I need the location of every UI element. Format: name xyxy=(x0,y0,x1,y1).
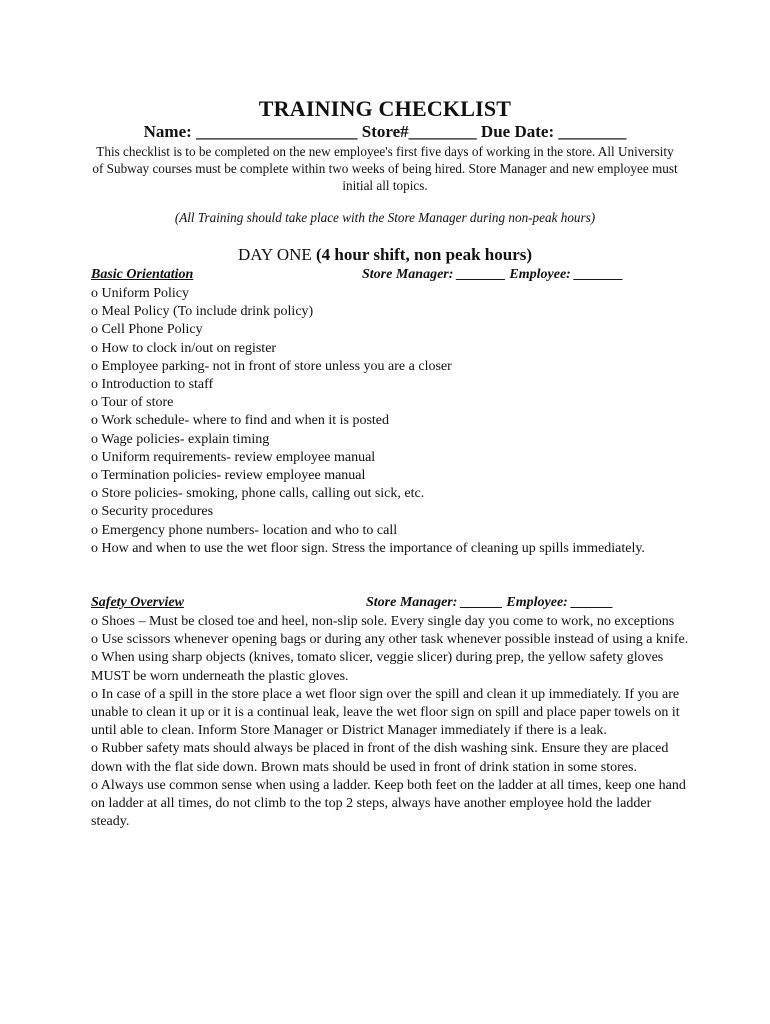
checklist-item: o Always use common sense when using a ladder. Keep both feet on the ladder at all times, keep one hand on ladder at all times, do not climb to the top 2 steps, always have another employee hold the ladder steady. xyxy=(91,777,686,830)
checklist-item: o Employee parking- not in front of store unless you are a closer xyxy=(91,358,452,374)
checklist-item: o Cell Phone Policy xyxy=(91,322,203,338)
basic-orientation-signoff: Store Manager: _______ Employee: _______ xyxy=(362,267,624,282)
checklist-item: o Emergency phone numbers- location and who to call xyxy=(91,522,398,538)
safety-overview-header xyxy=(91,595,691,613)
checklist-item: o Use scissors whenever opening bags or during any other task whenever possible instead of using a knife. xyxy=(91,632,689,648)
training-note: (All Training should take place with the Store Manager during non-peak hours) xyxy=(174,210,596,225)
safety-overview-list xyxy=(91,613,691,831)
checklist-item: o Wage policies- explain timing xyxy=(91,431,270,447)
checklist-item: o How to clock in/out on register xyxy=(91,340,277,356)
name-store-due-date-line: Name: ___________________ Store#________ Due Date: ________ xyxy=(143,122,627,141)
checklist-item: o Shoes – Must be closed toe and heel, non-slip sole. Every single day you come to work, no exceptions xyxy=(91,614,675,629)
basic-orientation-list xyxy=(91,285,691,558)
page-title: TRAINING CHECKLIST xyxy=(258,96,512,121)
basic-orientation-title: Basic Orientation xyxy=(91,267,194,282)
checklist-item: o Introduction to staff xyxy=(91,377,214,393)
checklist-item: o Rubber safety mats should always be placed in front of the dish washing sink. Ensure they are placed down with the flat side down. Brown mats should be used in front of drink station in some stores. xyxy=(91,741,669,775)
intro-paragraph: This checklist is to be completed on the new employee's first five days of working in the store. All University of Subway courses must be complete within two weeks of being hired. Store Manager and new employee must initial all topics. xyxy=(92,144,678,193)
day-one-label: DAY ONE xyxy=(237,245,312,264)
basic-orientation-header xyxy=(91,267,691,285)
checklist-item: o Uniform requirements- review employee manual xyxy=(91,449,376,465)
day-one-heading xyxy=(0,245,770,265)
checklist-item: o Uniform Policy xyxy=(91,286,189,301)
checklist-item: o When using sharp objects (knives, tomato slicer, veggie slicer) during prep, the yellow safety gloves MUST be worn underneath the plastic gloves. xyxy=(91,650,664,684)
checklist-item: o Tour of store xyxy=(91,395,174,411)
day-one-detail: (4 hour shift, non peak hours) xyxy=(316,245,533,264)
checklist-item: o In case of a spill in the store place a wet floor sign over the spill and clean it up immediately. If you are unable to clean it up or it is a continual leak, leave the wet floor sign on spill and place paper towels on it until able to clean. Inform Store Manager or District Manager immediately if there is a leak. xyxy=(91,686,680,739)
checklist-item: o Work schedule- where to find and when it is posted xyxy=(91,413,389,429)
safety-overview-title: Safety Overview xyxy=(91,595,184,610)
checklist-item: o How and when to use the wet floor sign. Stress the importance of cleaning up spills immediately. xyxy=(91,540,645,556)
checklist-item: o Store policies- smoking, phone calls, calling out sick, etc. xyxy=(91,486,425,502)
checklist-item: o Termination policies- review employee manual xyxy=(91,468,366,484)
safety-overview-signoff: Store Manager: ______ Employee: ______ xyxy=(366,595,614,610)
checklist-item: o Meal Policy (To include drink policy) xyxy=(91,304,314,320)
checklist-item: o Security procedures xyxy=(91,504,214,520)
